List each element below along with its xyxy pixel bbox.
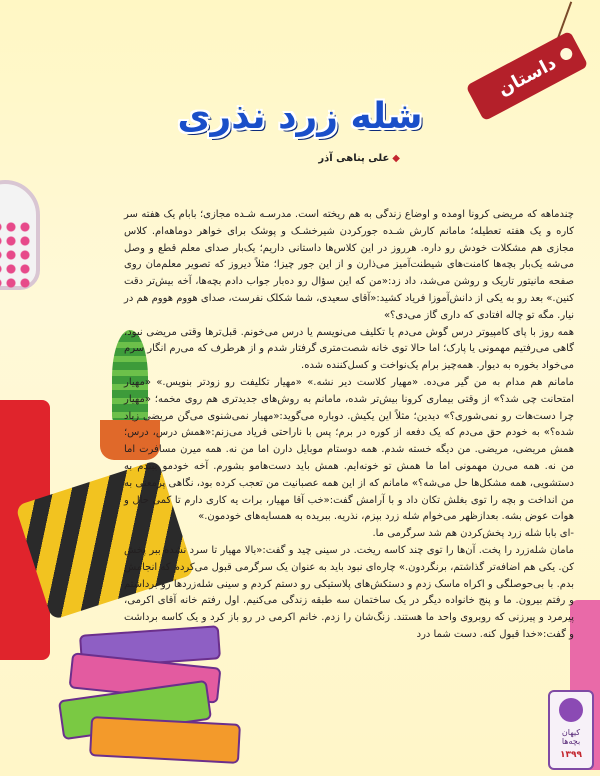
paragraph: مامانم هم مدام به من گیر می‌ده. «مهیار کلاست دیر نشه.» «مهیار تکلیفت رو زودتر بنویس.» «مهیار امتحانت چی شد؟» از وقتی بیماری کرونا بیش‌تر شده، مامانم به روش‌های جدیدتری هم روی مخمه؛ «مهیار چرا دست‌هات رو نمی‌شوری؟» دیدین؛ مثلاً این یکیش. دوباره می‌گوید:«مهیار نمی‌شنوی می‌گن مریضی زیاد شده؟» به خودم حق می‌دم که یک دفعه از کوره در برم؛ پس با ناراحتی فریاد می‌زنم:«همش درس، درس؛ همش مریضی، مریضی. من دیگه خسته شدم. همه دوستام موبایل دارن اما من نه. همه میرن مسافرت اما من نه. همه می‌رن مهمونی اما ما همش تو خونه‌ایم. همش باید دست‌هامو بشورم. آخه خودمو ببندم به دستشویی، همه مشکل‌ها حل می‌شه؟» مامانم که از این همه عصبانیت من تعجب کرده بود، نگاهی پرمعنی به من انداخت و بچه را توی بغلش تکان داد و با آرامش گفت:«خب آقا مهیار، برات یه کاری دارم تا کمی حال و هوات عوض بشه. بعدازظهر می‌خوام شله زرد بپزم، نذریه. ببریده به همسایه‌های خودمون.» <box>124 376 574 523</box>
section-tag <box>466 31 589 122</box>
year-number: ۱۳۹۹ <box>560 750 582 760</box>
magazine-name: کیهان بچه‌ها <box>561 728 581 746</box>
section-tag-label: داستان <box>494 52 560 100</box>
paragraph: چندماهه که مریضی کرونا اومده و اوضاع زندگی به هم ریخته است. مدرسـه شـده مجازی؛ بابام یک هفته سر کاره و یک هفته تعطیله؛ مامانم کارش شـده جورکردن شیرخشـک و پوشک برای خواهر دوماهه‌ام. کلاس مجازی هم مشکلات خودش رو داره. هرروز در این کلاس‌ها داستانی داریم؛ یک‌بار صدای معلم قطع و وصل می‌شه یک‌بار بچه‌ها کامنت‌های شیطنت‌آمیز می‌ذارن و از این جور چیزا؛ مثلاً دیروز که تصویر معلم‌مان روی صفحه مانیتور تاریک و روشن می‌شد، داد زد:«من که این سؤال رو ده‌بار جواب دادم بچه‌ها، آخه بیش‌تر دقت کنین.» بعد رو به یکی از دانش‌آموزا فریاد کشید:«آقای سعیدی، شما شکلک نفرست، صدای هووم هووم هم در نیار. مگه تو چاله افتادی که داری گاز می‌دی؟» <box>124 209 574 321</box>
paragraph: همه روز با پای کامپیوتر درس گوش می‌دم یا تکلیف می‌نویسم یا درس می‌خونم. قبل‌ترها وقتی مریضی نبود، گاهی می‌رفتیم مهمونی یا پارک؛ اما حالا توی خانه شصت‌متری گرفتار شدم و از هرطرف که می‌رم انگار سرم می‌خواد بخوره به دیوار. همه‌چیز برام یک‌نواخت و کسل‌کننده شده. <box>124 326 574 372</box>
paragraph: مامان شله‌زرد را پخت. آن‌ها را توی چند کاسه ریخت. در سینی چید و گفت:«بالا مهیار تا سرد نشده ببر پخش کن. یکی هم اضافه‌تر گذاشتم، برنگردون.» چاره‌ای نبود باید به عنوان یک سرگرمی قبول می‌کردم که انجامش بدم. با بی‌حوصلگی و اکراه ماسک زدم و دستکش‌های پلاستیکی رو دستم کردم و سینی شله‌زردها رو برداشتم و رفتم بیرون. ما و پنج خانواده دیگر در یک ساختمان سه طبقه زندگی می‌کنیم. اول رفتم خانه آقای اکرمی، پیرمرد و پیرزنی که روبروی واحد ما هستند. زنگ‌شان را زدم. خانم اکرمی در رو باز کرد و یک کاسه برداشت و گفت:«خدا قبول کنه. دست شما درد <box>124 544 574 640</box>
story-title: شله زرد نذری <box>177 96 423 137</box>
paragraph: -ای بابا شله زرد پخش‌کردن هم شد سرگرمی ما. <box>372 528 574 540</box>
magazine-logo-icon <box>559 698 583 722</box>
dots-pattern <box>0 220 30 290</box>
article-body <box>124 207 574 767</box>
author-name: علی پناهی آذر <box>318 153 390 164</box>
tag-hole <box>558 46 574 62</box>
magazine-badge <box>548 690 594 770</box>
diamond-icon: ◆ <box>392 153 400 164</box>
author-line <box>280 153 400 164</box>
